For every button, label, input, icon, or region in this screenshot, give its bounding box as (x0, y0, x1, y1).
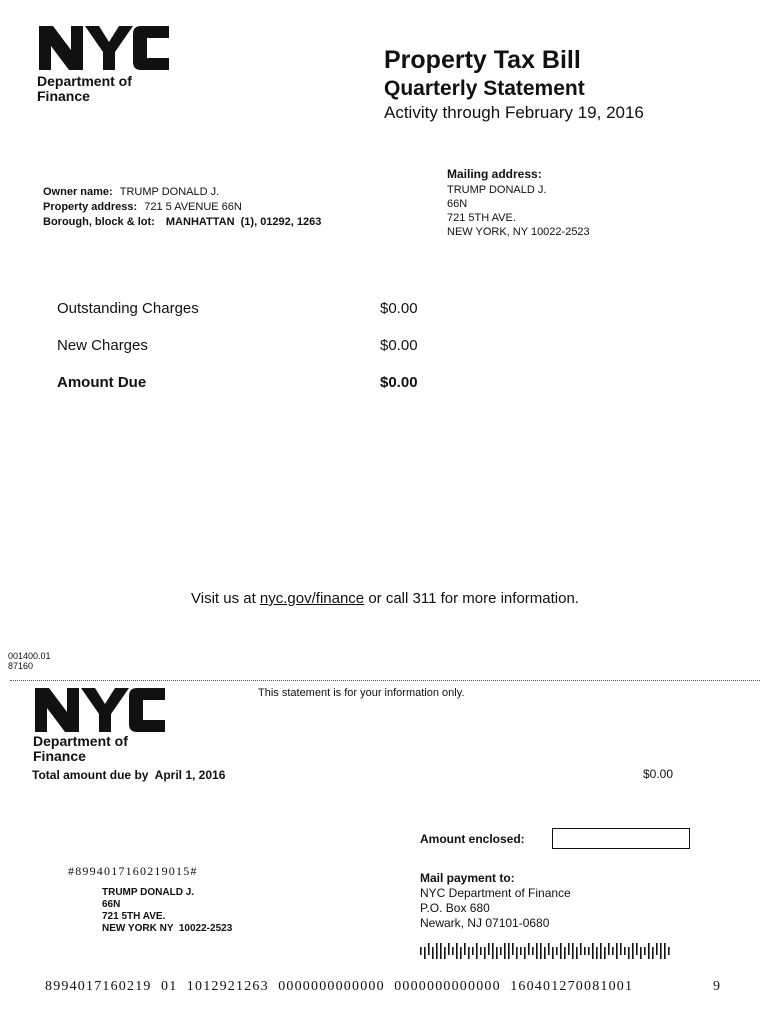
barcode-bar (452, 947, 454, 955)
bbl-row (43, 215, 321, 230)
dept-line1: Department of (37, 73, 132, 89)
info-suffix: or call 311 for more information. (364, 590, 579, 607)
barcode-bar (608, 943, 610, 955)
info-line (191, 590, 579, 607)
barcode-bar (532, 947, 534, 955)
scan-check-digit: 9 (713, 979, 722, 994)
barcode-bar (436, 943, 438, 959)
barcode-bar (616, 943, 618, 959)
barcode-bar (476, 943, 478, 959)
stub-address-line: NEW YORK NY 10022-2523 (102, 923, 233, 934)
barcode-bar (420, 947, 422, 955)
barcode-bar (604, 947, 606, 959)
stub-address-line: 721 5TH AVE. (102, 911, 166, 922)
scanline: 8994017160219 01 1012921263 0000000000000 0000000000000 160401270081001 (45, 979, 634, 994)
barcode-bar (660, 943, 662, 959)
barcode-bar (440, 943, 442, 959)
barcode-bar (428, 943, 430, 955)
charge-label-outstanding: Outstanding Charges (57, 300, 199, 317)
barcode-bar (504, 943, 506, 959)
stub-address-block (102, 887, 232, 935)
barcode-bar (560, 943, 562, 959)
barcode-bar (620, 943, 622, 955)
mailing-line: 721 5TH AVE. (447, 212, 516, 224)
barcode-bar (456, 943, 458, 959)
bbl-label: Borough, block & lot: (43, 216, 155, 228)
mail-payment-line: Newark, NJ 07101-0680 (420, 916, 550, 930)
barcode-bar (460, 947, 462, 959)
barcode-bar (576, 947, 578, 959)
mailing-line: 66N (447, 198, 468, 210)
owner-row (43, 185, 321, 200)
mail-payment-line: P.O. Box 680 (420, 901, 490, 915)
property-label: Property address: (43, 201, 138, 213)
barcode-bar (588, 947, 590, 955)
barcode-bar (664, 943, 666, 959)
form-code: 001400.01 (8, 651, 51, 661)
barcode-bar (628, 947, 630, 959)
barcode-bar (624, 947, 626, 955)
barcode-bar (528, 943, 530, 955)
barcode-bar (548, 943, 550, 955)
barcode-bar (572, 943, 574, 959)
amount-enclosed-label: Amount enclosed: (420, 832, 525, 846)
barcode-bar (552, 947, 554, 959)
stub-dept-line2: Finance (33, 748, 86, 765)
barcode-bar (656, 943, 658, 955)
stub-dept-line1: Department of (33, 733, 128, 749)
page-subtitle: Quarterly Statement (384, 77, 585, 100)
perforation-line (10, 680, 760, 681)
mailing-line: NEW YORK, NY 10022-2523 (447, 226, 590, 238)
barcode-bar (500, 947, 502, 955)
barcode-bar (472, 947, 474, 955)
barcode-bar (484, 947, 486, 959)
owner-label: Owner name: (43, 186, 113, 198)
barcode-bar (612, 947, 614, 955)
stub-total-amount: $0.00 (643, 767, 674, 781)
stub-nyc-dof-logo (33, 686, 173, 765)
mailing-block (447, 167, 590, 239)
barcode-bar (544, 947, 546, 959)
barcode-bar (496, 947, 498, 959)
barcode-bar (432, 947, 434, 959)
barcode-bar (632, 943, 634, 959)
barcode-bar (652, 947, 654, 959)
barcode-bar (512, 943, 514, 955)
barcode-bar (600, 943, 602, 959)
barcode-bar (480, 947, 482, 955)
bbl-value: MANHATTAN (1), 01292, 1263 (165, 216, 322, 228)
mailing-line: TRUMP DONALD J. (447, 184, 547, 196)
nyc-logo-icon (37, 24, 171, 72)
barcode-bar (516, 947, 518, 959)
finance-link[interactable]: nyc.gov/finance (259, 590, 365, 607)
mail-payment-block (420, 871, 571, 931)
form-code: 87160 (8, 661, 34, 671)
barcode-bar (468, 947, 470, 959)
stub-notice: This statement is for your information only. (258, 687, 465, 699)
barcode-bar (448, 943, 450, 955)
owner-block (43, 185, 321, 230)
barcode-bar (644, 947, 646, 955)
charge-amount-new: $0.00 (380, 337, 418, 354)
charge-amount-due: $0.00 (380, 374, 418, 391)
amount-enclosed-field[interactable] (552, 828, 690, 849)
barcode-bar (668, 947, 670, 955)
charge-label-due: Amount Due (57, 374, 147, 391)
owner-value: TRUMP DONALD J. (119, 186, 220, 198)
barcode-bar (648, 943, 650, 959)
barcode-bar (508, 943, 510, 959)
barcode-bar (568, 943, 570, 955)
charge-label-new: New Charges (57, 337, 148, 354)
barcode-bar (444, 947, 446, 959)
barcode-bar (488, 943, 490, 955)
activity-prefix: Activity through (384, 103, 501, 122)
form-code-block (8, 651, 51, 671)
mailing-label: Mailing address: (447, 167, 542, 181)
property-row (43, 200, 321, 215)
mail-payment-label: Mail payment to: (420, 871, 515, 885)
page-title: Property Tax Bill (384, 46, 581, 74)
barcode-bar (596, 947, 598, 959)
activity-line (384, 103, 644, 123)
barcode-bar (636, 943, 638, 955)
postal-barcode (420, 943, 676, 959)
stub-address-line: 66N (102, 899, 121, 910)
barcode-bar (540, 943, 542, 959)
barcode-bar (592, 943, 594, 959)
barcode-bar (556, 947, 558, 955)
activity-date: February 19, 2016 (504, 103, 644, 122)
property-value: 721 5 AVENUE 66N (144, 201, 242, 213)
barcode-bar (580, 943, 582, 955)
barcode-bar (464, 943, 466, 955)
barcode-bar (536, 943, 538, 959)
stub-address-line: TRUMP DONALD J. (102, 887, 195, 898)
dept-line2: Finance (37, 88, 90, 105)
barcode-bar (640, 947, 642, 959)
barcode-bar (520, 947, 522, 955)
info-prefix: Visit us at (191, 590, 260, 607)
stub-nyc-logo-icon (33, 686, 167, 734)
nyc-dof-logo (37, 24, 177, 105)
barcode-bar (424, 947, 426, 959)
barcode-bar (492, 943, 494, 959)
barcode-bar (524, 947, 526, 959)
barcode-bar (564, 947, 566, 959)
charge-amount-outstanding: $0.00 (380, 300, 418, 317)
mail-payment-line: NYC Department of Finance (420, 886, 571, 900)
stub-total-label: Total amount due by April 1, 2016 (32, 768, 226, 782)
barcode-bar (584, 947, 586, 955)
account-code: #8994017160219015# (68, 864, 198, 878)
